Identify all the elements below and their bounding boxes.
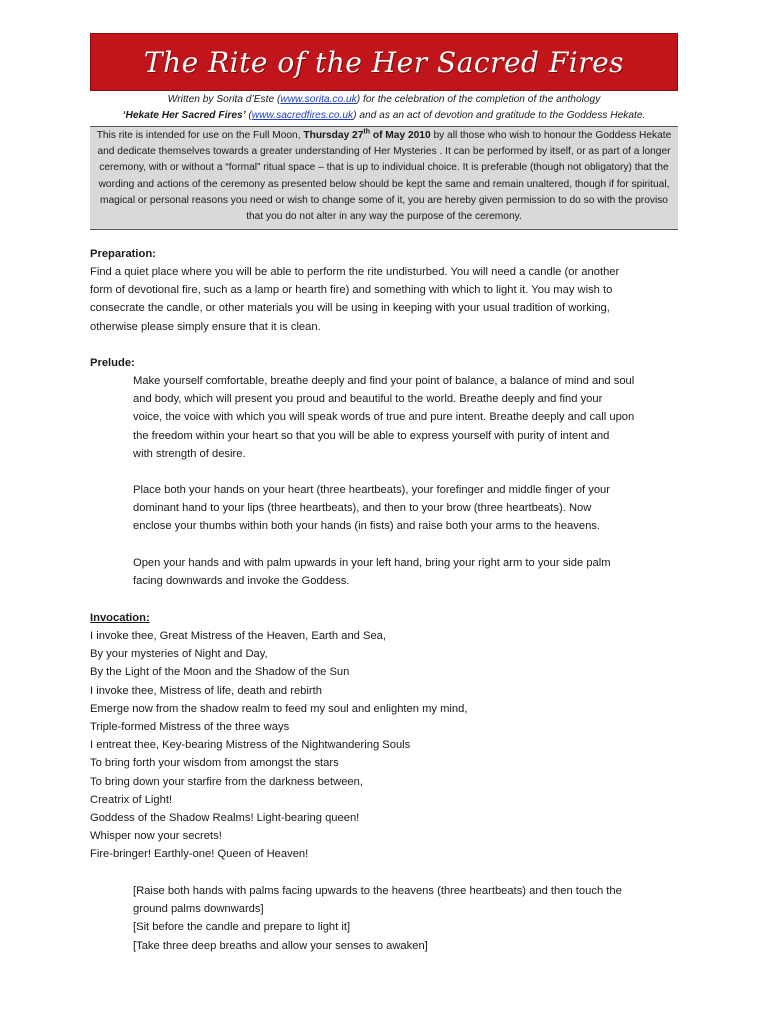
instruction-line: [Sit before the candle and prepare to light it]: [133, 921, 351, 934]
byline-line-1: [90, 92, 678, 107]
verse-line: To bring down your starfire from the darkness between,: [90, 775, 363, 788]
byline-text: (: [245, 110, 252, 121]
sorita-link[interactable]: www.sorita.co.uk: [280, 94, 357, 105]
verse-line: Fire-bringer! Earthly-one! Queen of Heaven!: [90, 848, 309, 861]
intro-text: This rite is intended for use on the Full Moon,: [96, 130, 304, 141]
prelude-line: Make yourself comfortable, breathe deeply and find your point of balance, a balance of mind and soul: [133, 375, 635, 387]
instruction-line: [Raise both hands with palms facing upwards to the heavens (three heartbeats) and then touch the: [133, 885, 622, 897]
byline-line-2: [90, 108, 678, 123]
invocation-heading: Invocation:: [90, 612, 150, 624]
preparation-line: Find a quiet place where you will be able to perform the rite undisturbed. You will need a candle (or another: [90, 266, 620, 278]
byline-text: ) and as an act of devotion and gratitude to the Goddess Hekate.: [353, 110, 646, 121]
prelude-paragraph-1: [133, 372, 683, 463]
verse-line: Creatrix of Light!: [90, 793, 173, 806]
verse-line: Goddess of the Shadow Realms! Light-bearing queen!: [90, 812, 360, 825]
prelude-line: the freedom within your heart so that you will be able to express yourself with purity of intent and: [133, 429, 610, 442]
verse-line: Triple-formed Mistress of the three ways: [90, 721, 290, 734]
intro-text: by all those who wish to honour the Goddess Hekate and dedicate themselves towards a greater understanding of Her Mysteries . It can be performed by itself, or as part of a longer ceremony, with or without a “formal” ritual space – that is up to individual choice. It is preferable (though not obligatory) that the wording and actions of the ceremony as presented below should be kept the same and remain unaltered, though if for spiritual, magical or personal reasons you need or wish to change some of it, you are hereby given permission to do so with the proviso that you do not alter in any way the purpose of the ceremony.: [97, 130, 672, 223]
verse-line: To bring forth your wisdom from amongst the stars: [90, 757, 339, 770]
prelude-line: enclose your thumbs within both your hands (in fists) and raise both your arms to the heavens.: [133, 520, 601, 533]
invocation-verse: [90, 627, 690, 864]
invocation-instructions: [133, 882, 683, 955]
intro-date-text: of May 2010: [370, 130, 431, 141]
title-banner: [90, 33, 678, 91]
prelude-line: Open your hands and with palm upwards in your left hand, bring your right arm to your side palm: [133, 557, 611, 569]
prelude-line: dominant hand to your lips (three heartbeats), and then to your brow (three heartbeats). Now: [133, 502, 592, 515]
verse-line: Emerge now from the shadow realm to feed my soul and enlighten my mind,: [90, 702, 468, 715]
intro-box: [90, 126, 678, 230]
verse-line: By your mysteries of Night and Day,: [90, 648, 268, 661]
preparation-line: consecrate the candle, or other materials you will be using in keeping with your usual tradition of working,: [90, 302, 610, 315]
anthology-title: ‘Hekate Her Sacred Fires’: [122, 110, 246, 121]
prelude-paragraph-3: [133, 554, 683, 590]
preparation-heading: Preparation:: [90, 248, 156, 260]
prelude-line: voice, the voice with which you will speak words of true and pure intent. Breathe deeply and call upon: [133, 411, 635, 424]
prelude-line: facing downwards and invoke the Goddess.: [133, 575, 350, 588]
intro-date: [303, 130, 430, 141]
verse-line: By the Light of the Moon and the Shadow of the Sun: [90, 666, 350, 679]
preparation-line: form of devotional fire, such as a lamp or hearth fire) and something with which to light it. You may wish to: [90, 284, 613, 297]
prelude-paragraph-2: [133, 481, 683, 536]
verse-line: Whisper now your secrets!: [90, 830, 222, 843]
prelude-line: and body, which will present you proud and beautiful to the world. Breathe deeply and find your: [133, 393, 603, 406]
intro-date-sup: th: [363, 128, 371, 136]
document-title: The Rite of the Her Sacred Fires: [143, 45, 625, 79]
verse-line: I entreat thee, Key-bearing Mistress of the Nightwandering Souls: [90, 739, 411, 752]
prelude-line: with strength of desire.: [133, 447, 246, 460]
byline-text: Written by Sorita d’Este (: [167, 94, 281, 105]
prelude-line: Place both your hands on your heart (three heartbeats), your forefinger and middle finger of your: [133, 484, 610, 496]
byline-text: ) for the celebration of the completion of the anthology: [356, 94, 601, 105]
verse-line: I invoke thee, Great Mistress of the Heaven, Earth and Sea,: [90, 630, 387, 642]
sacredfires-link[interactable]: www.sacredfires.co.uk: [251, 110, 354, 121]
intro-date-text: Thursday 27: [303, 130, 364, 141]
instruction-line: ground palms downwards]: [133, 903, 264, 916]
instruction-line: [Take three deep breaths and allow your senses to awaken]: [133, 939, 428, 952]
verse-line: I invoke thee, Mistress of life, death and rebirth: [90, 684, 322, 697]
preparation-body: [90, 263, 690, 336]
prelude-heading: Prelude:: [90, 357, 135, 369]
preparation-line: otherwise please simply ensure that it is clean.: [90, 320, 321, 333]
